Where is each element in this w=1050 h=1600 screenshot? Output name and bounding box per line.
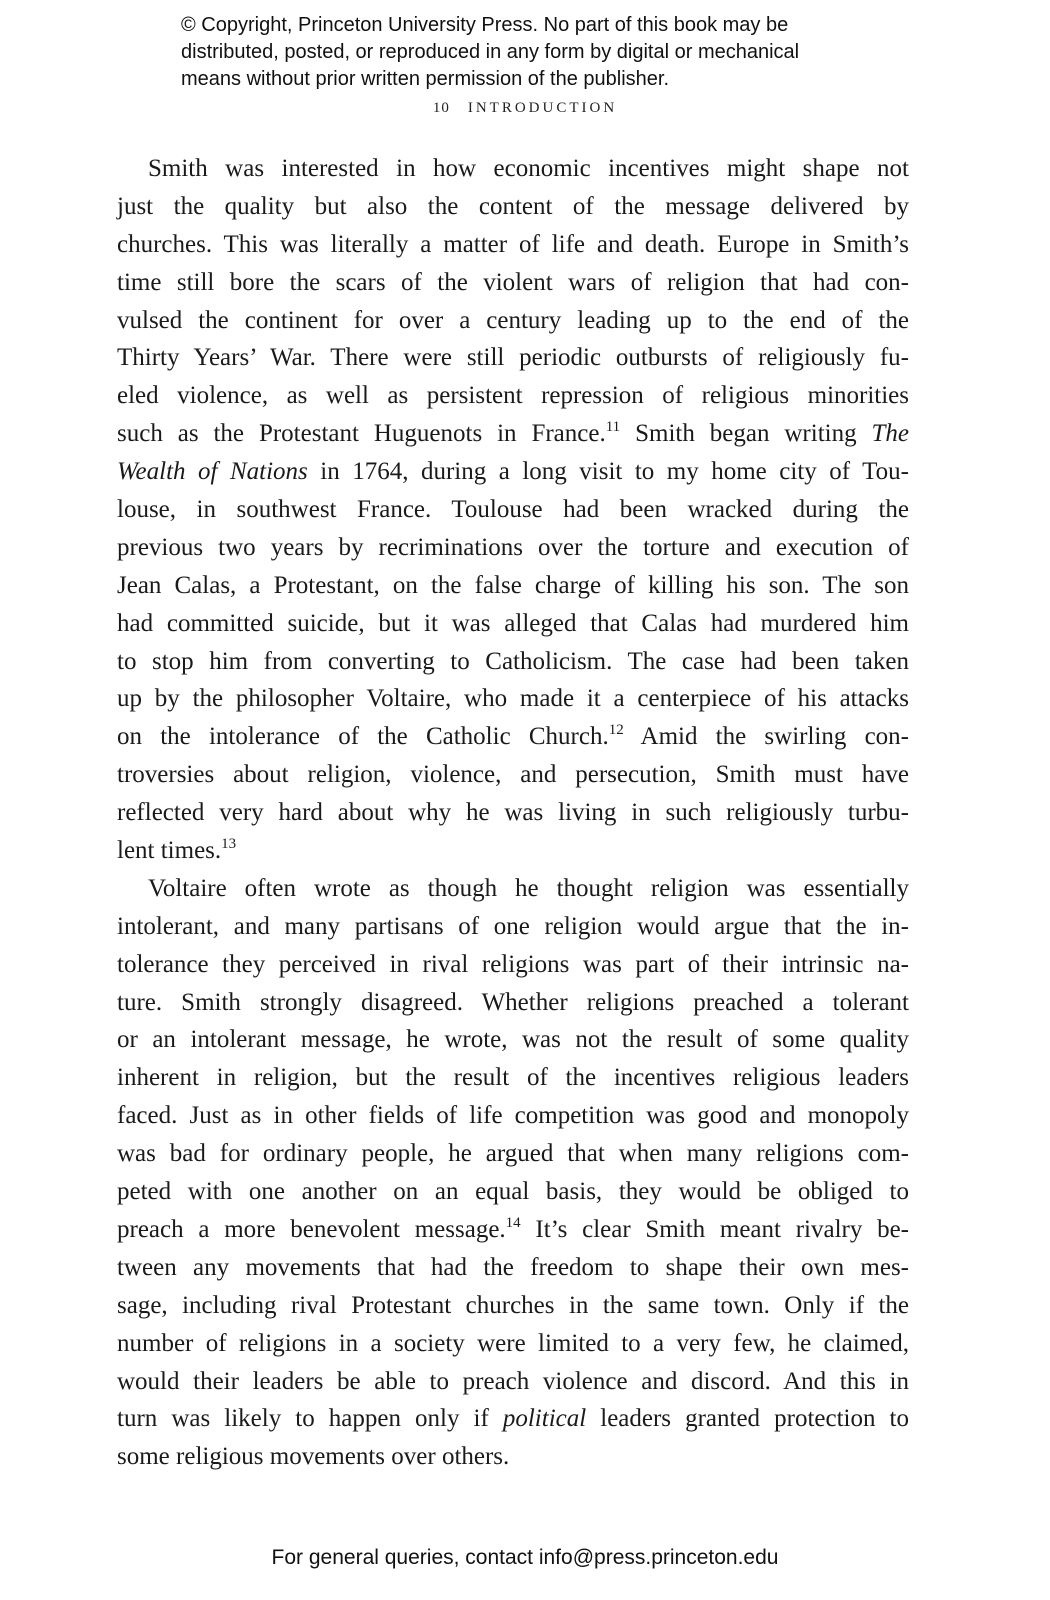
text-line: or an intolerant message, he wrote, was not the result of some quality <box>117 1026 909 1054</box>
body-text <box>117 150 909 1476</box>
text-line: some religious movements over others. <box>117 1443 510 1471</box>
text-run: leaders granted protection to <box>586 1405 909 1433</box>
footnote-ref: 13 <box>221 836 237 853</box>
text-line: just the quality but also the content of the message delivered by <box>117 192 909 220</box>
copyright-line: distributed, posted, or reproduced in any form by digital or mechanical <box>181 41 800 63</box>
text-line: Smith was interested in how economic incentives might shape not <box>148 155 909 182</box>
italic-word: political <box>502 1405 587 1433</box>
text-line: faced. Just as in other fields of life competition was good and monopoly <box>117 1102 909 1130</box>
text-line: troversies about religion, violence, and persecution, Smith must have <box>117 761 909 789</box>
text-line: intolerant, and many partisans of one religion would argue that the in- <box>117 912 909 940</box>
footnote-ref: 14 <box>505 1214 521 1231</box>
copyright-line: © Copyright, Princeton University Press. No part of this book may be <box>181 14 789 36</box>
text-line <box>117 453 909 491</box>
footer-contact: For general queries, contact info@press.princeton.edu <box>271 1546 779 1569</box>
text-run: such as the Protestant Huguenots in France. <box>117 420 606 448</box>
text-run: in 1764, during a long visit to my home city of Tou- <box>307 458 909 486</box>
text-line: to stop him from converting to Catholicism. The case had been taken <box>117 647 909 675</box>
text-line <box>117 1400 909 1438</box>
text-line: vulsed the continent for over a century leading up to the end of the <box>117 306 909 334</box>
text-line: ture. Smith strongly disagreed. Whether religions preached a tolerant <box>117 988 909 1016</box>
footnote-ref: 11 <box>605 419 621 436</box>
section-title: INTRODUCTION <box>467 100 618 116</box>
text-line: previous two years by recriminations over the torture and execution of <box>117 533 909 561</box>
text-line: was bad for ordinary people, he argued that when many religions com- <box>117 1140 909 1168</box>
text-line: tween any movements that had the freedom to shape their own mes- <box>117 1253 909 1281</box>
copyright-notice <box>181 12 941 93</box>
paragraph <box>117 150 909 870</box>
text-line: sage, including rival Protestant churches in the same town. Only if the <box>117 1291 909 1319</box>
text-line <box>117 415 909 453</box>
text-line: Jean Calas, a Protestant, on the false charge of killing his son. The son <box>117 571 909 599</box>
copyright-line: means without prior written permission of the publisher. <box>181 68 670 90</box>
text-run: preach a more benevolent message. <box>117 1215 506 1243</box>
text-line <box>117 832 909 870</box>
running-head <box>0 100 1050 117</box>
text-run: It’s clear Smith meant rivalry be- <box>520 1215 910 1243</box>
text-line: churches. This was literally a matter of life and death. Europe in Smith’s <box>117 230 909 258</box>
text-run: lent times. <box>117 837 222 865</box>
text-line: eled violence, as well as persistent repression of religious minorities <box>117 382 909 410</box>
text-line: up by the philosopher Voltaire, who made it a centerpiece of his attacks <box>117 685 909 713</box>
text-line: time still bore the scars of the violent wars of religion that had con- <box>117 268 909 296</box>
text-line: had committed suicide, but it was alleged that Calas had murdered him <box>117 609 909 637</box>
text-line: Thirty Years’ War. There were still periodic outbursts of religiously fu- <box>117 344 909 372</box>
text-line: peted with one another on an equal basis, they would be obliged to <box>117 1178 909 1206</box>
text-line: tolerance they perceived in rival religions was part of their intrinsic na- <box>117 950 909 978</box>
text-line: Voltaire often wrote as though he thought religion was essentially <box>148 874 909 902</box>
paragraph <box>117 870 909 1476</box>
page-number: 10 <box>432 100 450 116</box>
text-run: Amid the swirling con- <box>623 723 909 751</box>
italic-title: Wealth of Nations <box>117 458 308 486</box>
text-line: inherent in religion, but the result of the incentives religious leaders <box>117 1064 909 1092</box>
text-line <box>117 1211 909 1249</box>
text-run: on the intolerance of the Catholic Church. <box>117 723 609 751</box>
italic-title: The <box>871 420 910 448</box>
text-run: Smith began writing <box>620 420 872 448</box>
footnote-ref: 12 <box>608 722 624 739</box>
text-line: louse, in southwest France. Toulouse had been wracked during the <box>117 496 909 524</box>
text-line <box>117 718 909 756</box>
text-line: would their leaders be able to preach violence and discord. And this in <box>117 1367 909 1395</box>
text-run: turn was likely to happen only if <box>117 1405 503 1433</box>
text-line: number of religions in a society were limited to a very few, he claimed, <box>117 1329 909 1357</box>
text-line: reflected very hard about why he was living in such religiously turbu- <box>117 799 909 827</box>
